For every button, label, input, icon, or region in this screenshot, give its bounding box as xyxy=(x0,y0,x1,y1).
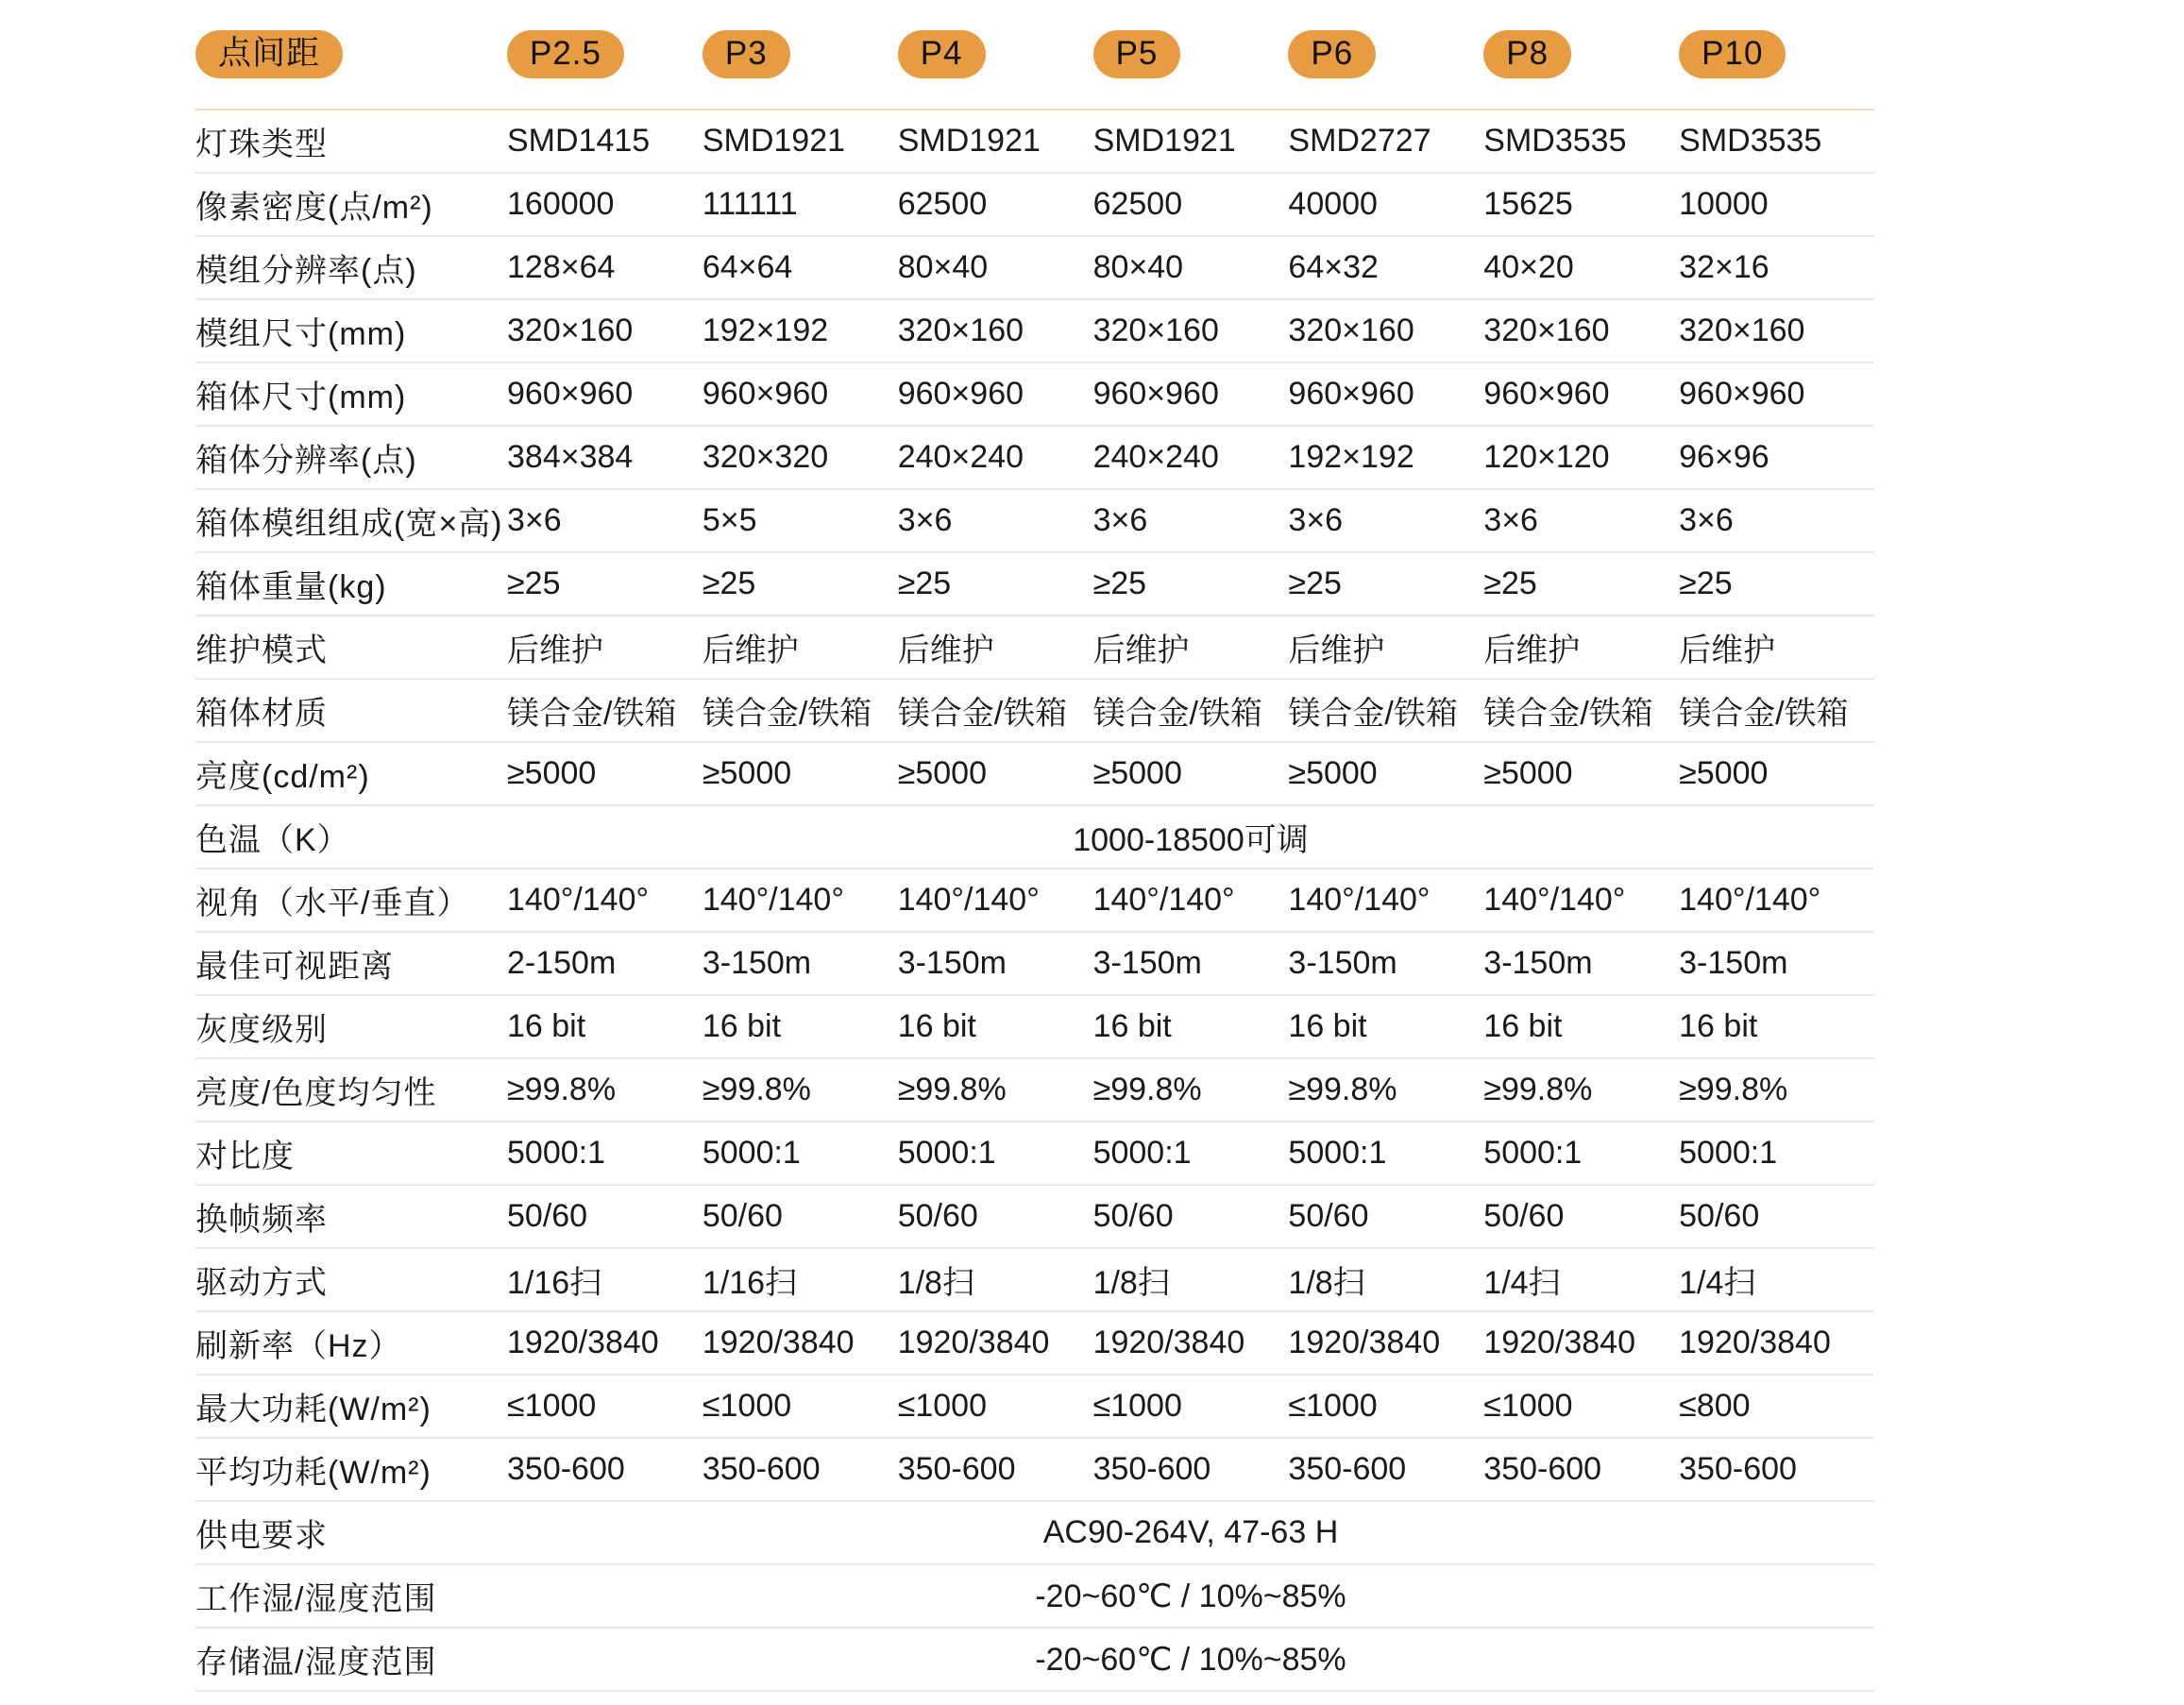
cell-value: 960×960 xyxy=(507,376,634,412)
cell-value: 5000:1 xyxy=(1288,1135,1387,1171)
cell-value: 384×384 xyxy=(507,439,634,475)
cell-value: 50/60 xyxy=(1679,1198,1760,1234)
table-row xyxy=(195,363,1874,427)
cell-value: 3-150m xyxy=(1092,945,1202,981)
row-label: 亮度/色度均匀性 xyxy=(195,1075,437,1111)
row-label: 箱体尺寸(mm) xyxy=(195,380,407,415)
cell-value: 3-150m xyxy=(897,945,1007,981)
cell-value: 140°/140° xyxy=(897,882,1040,918)
cell-value: 64×64 xyxy=(702,249,793,285)
cell-value: ≤1000 xyxy=(897,1388,987,1424)
cell-value: 3×6 xyxy=(1679,502,1734,538)
cell-value: 3×6 xyxy=(507,502,562,538)
column-header-badge: P5 xyxy=(1093,30,1181,78)
row-label: 工作湿/湿度范围 xyxy=(195,1581,437,1617)
column-header-cell xyxy=(507,30,703,78)
pitch-header-badge: 点间距 xyxy=(195,30,343,78)
cell-value: ≤1000 xyxy=(702,1388,792,1424)
cell-value: 140°/140° xyxy=(507,882,650,918)
spec-sheet xyxy=(195,0,1874,1692)
cell-value: ≥99.8% xyxy=(897,1072,1007,1107)
cell-value: ≥99.8% xyxy=(702,1072,811,1107)
cell-value: SMD1921 xyxy=(897,123,1041,159)
cell-value: 镁合金/铁箱 xyxy=(1288,696,1458,732)
column-header-badge: P4 xyxy=(898,30,986,78)
row-label: 视角（水平/垂直） xyxy=(195,886,470,921)
cell-value: 62500 xyxy=(1092,186,1183,222)
cell-value: 后维护 xyxy=(507,633,603,668)
cell-value: 16 bit xyxy=(1679,1008,1758,1044)
merged-cell-value: AC90-264V, 47-63 H xyxy=(1042,1514,1339,1550)
table-row xyxy=(195,300,1874,363)
cell-value: 111111 xyxy=(702,186,798,222)
table-row xyxy=(195,1502,1874,1565)
table-row xyxy=(195,110,1874,174)
cell-value: 320×160 xyxy=(1288,312,1414,348)
cell-value: ≥5000 xyxy=(897,755,987,791)
cell-value: 50/60 xyxy=(1288,1198,1369,1234)
cell-value: 320×160 xyxy=(1679,312,1805,348)
cell-value: 960×960 xyxy=(1092,376,1219,412)
cell-value: ≥5000 xyxy=(507,755,597,791)
column-header-badge: P8 xyxy=(1483,30,1571,78)
column-header-cell xyxy=(1288,30,1483,78)
cell-value: 320×160 xyxy=(1483,312,1610,348)
cell-value: 960×960 xyxy=(1679,376,1805,412)
row-label: 对比度 xyxy=(195,1139,295,1174)
table-row xyxy=(195,743,1874,806)
cell-value: 320×320 xyxy=(702,439,829,475)
table-row xyxy=(195,1629,1874,1692)
cell-value: 镁合金/铁箱 xyxy=(1092,696,1263,732)
cell-value: 16 bit xyxy=(507,1008,586,1044)
cell-value: 160000 xyxy=(507,186,615,222)
table-row xyxy=(195,1123,1874,1186)
cell-value: 5000:1 xyxy=(1092,1135,1192,1171)
table-row xyxy=(195,616,1874,680)
cell-value: 192×192 xyxy=(1288,439,1414,475)
cell-value: ≥5000 xyxy=(1483,755,1573,791)
cell-value: 140°/140° xyxy=(1679,882,1821,918)
cell-value: 320×160 xyxy=(507,312,634,348)
table-row xyxy=(195,869,1874,933)
cell-value: ≥25 xyxy=(507,566,561,601)
cell-value: 镁合金/铁箱 xyxy=(702,696,872,732)
cell-value: 140°/140° xyxy=(1288,882,1431,918)
table-row xyxy=(195,1439,1874,1502)
spec-header-row xyxy=(195,0,1874,110)
cell-value: SMD2727 xyxy=(1288,123,1431,159)
column-header-badge: P6 xyxy=(1288,30,1376,78)
cell-value: 1/4扫 xyxy=(1483,1265,1561,1301)
merged-cell-value: -20~60℃ / 10%~85% xyxy=(1035,1578,1346,1614)
cell-value: 50/60 xyxy=(897,1198,978,1234)
cell-value: SMD1415 xyxy=(507,123,651,159)
cell-value: 10000 xyxy=(1679,186,1769,222)
cell-value: 62500 xyxy=(897,186,988,222)
row-label: 箱体模组组成(宽×高) xyxy=(195,506,503,542)
cell-value: 后维护 xyxy=(702,633,799,668)
cell-value: 3-150m xyxy=(1679,945,1788,981)
row-label: 模组分辨率(点) xyxy=(195,253,417,289)
row-label: 维护模式 xyxy=(195,633,328,668)
row-label: 箱体材质 xyxy=(195,696,328,732)
column-header-cell xyxy=(1483,30,1679,78)
row-label: 模组尺寸(mm) xyxy=(195,316,407,352)
column-header-badge: P3 xyxy=(703,30,790,78)
cell-value: 320×160 xyxy=(897,312,1024,348)
cell-value: 16 bit xyxy=(1483,1008,1563,1044)
cell-value: 3×6 xyxy=(1288,502,1344,538)
cell-value: 1920/3840 xyxy=(1483,1325,1636,1360)
table-row xyxy=(195,806,1874,869)
cell-value: 1/4扫 xyxy=(1679,1265,1756,1301)
cell-value: ≥25 xyxy=(1679,566,1733,601)
cell-value: 5000:1 xyxy=(507,1135,605,1171)
cell-value: 5000:1 xyxy=(1483,1135,1583,1171)
cell-value: ≤1000 xyxy=(1092,1388,1182,1424)
cell-value: 1/8扫 xyxy=(1288,1265,1365,1301)
cell-value: ≥25 xyxy=(702,566,756,601)
cell-value: 后维护 xyxy=(1288,633,1385,668)
cell-value: 15625 xyxy=(1483,186,1573,222)
row-label: 像素密度(点/m²) xyxy=(195,190,433,226)
cell-value: 16 bit xyxy=(897,1008,976,1044)
table-row xyxy=(195,1565,1874,1629)
cell-value: 3-150m xyxy=(702,945,812,981)
cell-value: 1920/3840 xyxy=(1092,1325,1245,1360)
table-row xyxy=(195,174,1874,237)
cell-value: 350-600 xyxy=(702,1451,821,1487)
cell-value: 3×6 xyxy=(1092,502,1148,538)
cell-value: 50/60 xyxy=(1483,1198,1565,1234)
cell-value: 16 bit xyxy=(702,1008,782,1044)
cell-value: ≥5000 xyxy=(1679,755,1769,791)
cell-value: 后维护 xyxy=(1679,633,1776,668)
cell-value: 40×20 xyxy=(1483,249,1574,285)
table-row xyxy=(195,1376,1874,1439)
row-label: 刷新率（Hz） xyxy=(195,1328,402,1364)
pitch-header-cell xyxy=(195,30,507,78)
cell-value: ≤1000 xyxy=(507,1388,597,1424)
cell-value: ≥5000 xyxy=(702,755,792,791)
table-row xyxy=(195,1186,1874,1249)
cell-value: ≥25 xyxy=(1288,566,1342,601)
cell-value: 128×64 xyxy=(507,249,616,285)
row-label: 箱体分辨率(点) xyxy=(195,443,417,479)
cell-value: ≥25 xyxy=(1092,566,1147,601)
row-label: 箱体重量(kg) xyxy=(195,569,387,605)
cell-value: 后维护 xyxy=(1483,633,1581,668)
row-label: 亮度(cd/m²) xyxy=(195,759,370,795)
table-row xyxy=(195,553,1874,616)
cell-value: 3-150m xyxy=(1483,945,1593,981)
table-row xyxy=(195,996,1874,1059)
row-label: 换帧频率 xyxy=(195,1202,328,1238)
cell-value: 960×960 xyxy=(1483,376,1610,412)
table-row xyxy=(195,490,1874,553)
cell-value: 镁合金/铁箱 xyxy=(897,696,1068,732)
cell-value: 80×40 xyxy=(1092,249,1184,285)
row-label: 最大功耗(W/m²) xyxy=(195,1392,432,1427)
column-header-cell xyxy=(1679,30,1874,78)
cell-value: 120×120 xyxy=(1483,439,1610,475)
cell-value: 40000 xyxy=(1288,186,1378,222)
cell-value: 240×240 xyxy=(1092,439,1219,475)
cell-value: 5×5 xyxy=(702,502,757,538)
cell-value: 1/8扫 xyxy=(897,1265,974,1301)
cell-value: 140°/140° xyxy=(1483,882,1626,918)
cell-value: ≥5000 xyxy=(1092,755,1182,791)
cell-value: 64×32 xyxy=(1288,249,1379,285)
cell-value: SMD1921 xyxy=(702,123,846,159)
cell-value: 后维护 xyxy=(1092,633,1190,668)
cell-value: ≤800 xyxy=(1679,1388,1751,1424)
cell-value: 960×960 xyxy=(1288,376,1414,412)
cell-value: 140°/140° xyxy=(702,882,844,918)
cell-value: 3×6 xyxy=(1483,502,1538,538)
cell-value: 1920/3840 xyxy=(702,1325,855,1360)
cell-value: SMD1921 xyxy=(1092,123,1236,159)
row-label: 灯珠类型 xyxy=(195,127,328,162)
cell-value: 镁合金/铁箱 xyxy=(1679,696,1849,732)
cell-value: 后维护 xyxy=(897,633,994,668)
cell-value: 350-600 xyxy=(1288,1451,1407,1487)
cell-value: 350-600 xyxy=(897,1451,1016,1487)
column-header-cell xyxy=(1093,30,1289,78)
cell-value: 80×40 xyxy=(897,249,989,285)
cell-value: 140°/140° xyxy=(1092,882,1235,918)
cell-value: 3×6 xyxy=(897,502,953,538)
cell-value: 50/60 xyxy=(702,1198,783,1234)
cell-value: 32×16 xyxy=(1679,249,1769,285)
column-header-cell xyxy=(898,30,1093,78)
cell-value: 1/16扫 xyxy=(507,1265,602,1301)
row-label: 供电要求 xyxy=(195,1518,328,1554)
cell-value: 960×960 xyxy=(897,376,1024,412)
cell-value: 5000:1 xyxy=(1679,1135,1778,1171)
row-label: 存储温/湿度范围 xyxy=(195,1645,437,1680)
cell-value: 350-600 xyxy=(1679,1451,1797,1487)
cell-value: 50/60 xyxy=(507,1198,588,1234)
cell-value: 350-600 xyxy=(1092,1451,1211,1487)
cell-value: 96×96 xyxy=(1679,439,1769,475)
row-label: 色温（K） xyxy=(195,822,350,858)
cell-value: ≥99.8% xyxy=(1092,1072,1202,1107)
cell-value: 1920/3840 xyxy=(897,1325,1050,1360)
cell-value: ≤1000 xyxy=(1483,1388,1573,1424)
table-row xyxy=(195,237,1874,300)
row-label: 平均功耗(W/m²) xyxy=(195,1455,432,1491)
cell-value: ≥99.8% xyxy=(1679,1072,1788,1107)
column-header-cell xyxy=(703,30,898,78)
table-row xyxy=(195,933,1874,996)
cell-value: 960×960 xyxy=(702,376,829,412)
cell-value: ≤1000 xyxy=(1288,1388,1378,1424)
spec-rows xyxy=(195,110,1874,1692)
merged-cell-value: -20~60℃ / 10%~85% xyxy=(1035,1641,1346,1678)
cell-value: 3-150m xyxy=(1288,945,1397,981)
cell-value: 240×240 xyxy=(897,439,1024,475)
cell-value: SMD3535 xyxy=(1679,123,1822,159)
cell-value: 350-600 xyxy=(1483,1451,1602,1487)
cell-value: 1920/3840 xyxy=(1288,1325,1441,1360)
cell-value: 镁合金/铁箱 xyxy=(1483,696,1653,732)
cell-value: ≥99.8% xyxy=(507,1072,617,1107)
table-row xyxy=(195,1249,1874,1312)
row-label: 驱动方式 xyxy=(195,1265,328,1301)
cell-value: 50/60 xyxy=(1092,1198,1174,1234)
column-header-badge: P2.5 xyxy=(507,30,624,78)
cell-value: ≥25 xyxy=(1483,566,1537,601)
cell-value: ≥5000 xyxy=(1288,755,1378,791)
table-row xyxy=(195,427,1874,490)
merged-cell-value: 1000-18500可调 xyxy=(1073,822,1309,858)
cell-value: 350-600 xyxy=(507,1451,625,1487)
cell-value: ≥99.8% xyxy=(1483,1072,1593,1107)
cell-value: 192×192 xyxy=(702,312,829,348)
table-row xyxy=(195,1059,1874,1123)
row-label: 灰度级别 xyxy=(195,1012,328,1048)
cell-value: 16 bit xyxy=(1288,1008,1367,1044)
table-row xyxy=(195,680,1874,743)
cell-value: 1920/3840 xyxy=(1679,1325,1831,1360)
cell-value: 5000:1 xyxy=(897,1135,996,1171)
table-row xyxy=(195,1312,1874,1376)
column-header-badge: P10 xyxy=(1679,30,1786,78)
cell-value: 1920/3840 xyxy=(507,1325,659,1360)
cell-value: 1/16扫 xyxy=(702,1265,798,1301)
cell-value: 320×160 xyxy=(1092,312,1219,348)
cell-value: 5000:1 xyxy=(702,1135,801,1171)
cell-value: SMD3535 xyxy=(1483,123,1627,159)
cell-value: 镁合金/铁箱 xyxy=(507,696,677,732)
row-label: 最佳可视距离 xyxy=(195,949,394,985)
cell-value: 16 bit xyxy=(1092,1008,1172,1044)
cell-value: ≥99.8% xyxy=(1288,1072,1397,1107)
cell-value: ≥25 xyxy=(897,566,952,601)
cell-value: 2-150m xyxy=(507,945,617,981)
cell-value: 1/8扫 xyxy=(1092,1265,1170,1301)
